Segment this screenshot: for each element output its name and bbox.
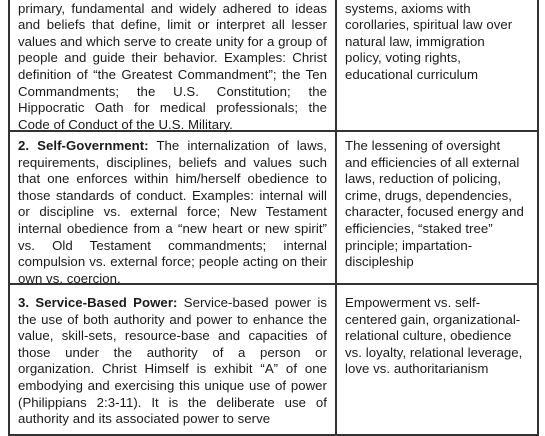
application-cell: Empowerment vs. self-centered gain, organizational-relational culture, obedience vs. loyalty, relational leverage, love vs. authoritarianism <box>345 295 523 377</box>
principle-description: Service-based power is the use of both authority and power to enhance the value, skill-sets, resource-base and capacities of those under the authority of a person or organization. Christ Himself is exhibit “A” of one embodying and exercising this unique use of power (Philippians 2:3-11). It is the deliberate use of authority and its associated power to serve <box>18 295 327 427</box>
principles-table <box>8 0 539 436</box>
application-cell: systems, axioms with corollaries, spiritual law over natural law, immigration policy, voting rights, educational curriculum <box>345 0 513 82</box>
principle-heading: 3. Service-Based Power: <box>18 295 178 310</box>
principle-cell <box>10 0 337 130</box>
table-row <box>10 132 537 285</box>
principle-heading: 2. Self-Government: <box>18 138 149 153</box>
principle-description: The internalization of laws, requirements, disciplines, beliefs and values such that one enforces within him/herself obedience to those standards of conduct. Examples: internal will or discipline vs. external force; New Testament internal obedience from a “new heart or new spirit” vs. Old Testament commandments; internal compulsion vs. external force; people acting on their own vs. coercion. <box>18 138 327 286</box>
principle-cell <box>10 285 337 434</box>
table-row <box>10 285 537 436</box>
table-row <box>10 0 537 132</box>
principle-cell <box>10 132 337 286</box>
application-cell: The lessening of oversight and efficiencies of all external laws, reduction of policing, crime, drugs, dependencies, character, focused energy and efficiencies, “staked tree” principle; impartation-discipleship <box>345 138 524 270</box>
principle-description: primary, fundamental and widely adhered to ideas and beliefs that define, limit or interpret all lesser values and which serve to create unity for a group of people and guide their behavior. Examples: Christ definition of “the Greatest Commandment”; the Ten Commandments; the U.S. Constitution; the Hippocratic Oath for medical professionals; the Code of Conduct of the U.S. Military. <box>18 0 327 132</box>
